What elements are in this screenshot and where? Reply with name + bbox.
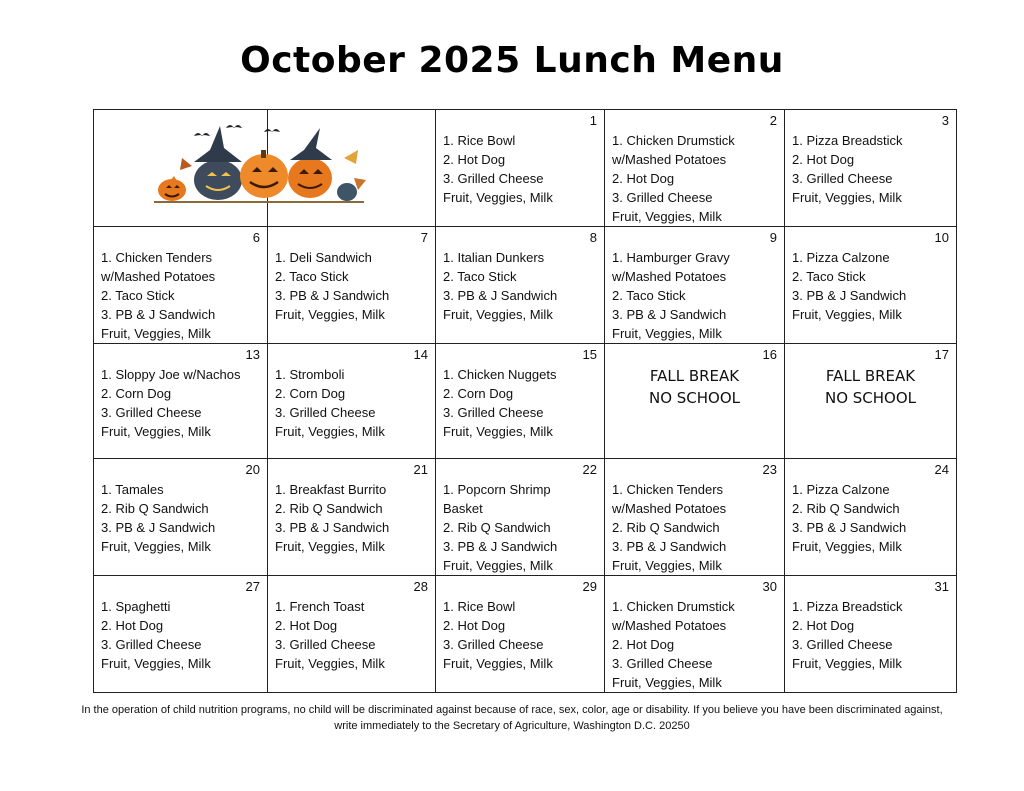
calendar-week-row bbox=[94, 459, 957, 576]
menu-item: 1. Pizza Breadstick bbox=[792, 599, 903, 614]
notice-line: NO SCHOOL bbox=[648, 389, 741, 407]
menu-item: w/Mashed Potatoes bbox=[101, 269, 216, 284]
calendar-day-cell bbox=[605, 110, 785, 227]
menu-item: 3. Grilled Cheese bbox=[612, 656, 713, 671]
day-number: 7 bbox=[420, 230, 428, 245]
menu-item: Fruit, Veggies, Milk bbox=[275, 656, 385, 671]
calendar-week-row bbox=[94, 344, 957, 459]
menu-items bbox=[605, 478, 784, 575]
menu-item: 1. Breakfast Burrito bbox=[275, 482, 387, 497]
day-number: 24 bbox=[934, 462, 949, 477]
day-number: 10 bbox=[934, 230, 949, 245]
notice-line: FALL BREAK bbox=[825, 367, 916, 385]
no-school-notice bbox=[785, 365, 956, 409]
menu-items bbox=[268, 478, 435, 556]
menu-item: 1. Chicken Nuggets bbox=[443, 367, 557, 382]
calendar-day-cell bbox=[436, 576, 605, 693]
decorative-art-cell bbox=[94, 110, 268, 227]
menu-item: 1. Pizza Breadstick bbox=[792, 133, 903, 148]
menu-item: 1. Sloppy Joe w/Nachos bbox=[101, 367, 241, 382]
menu-item: Fruit, Veggies, Milk bbox=[101, 539, 211, 554]
calendar-week-row bbox=[94, 110, 957, 227]
calendar-day-cell bbox=[268, 576, 436, 693]
menu-item: 2. Rib Q Sandwich bbox=[612, 520, 720, 535]
menu-items bbox=[436, 478, 604, 575]
menu-item: 2. Corn Dog bbox=[101, 386, 172, 401]
calendar-day-cell bbox=[268, 227, 436, 344]
menu-items bbox=[785, 246, 956, 324]
calendar-day-cell bbox=[436, 344, 605, 459]
menu-item: Fruit, Veggies, Milk bbox=[101, 656, 211, 671]
calendar-week-row bbox=[94, 227, 957, 344]
day-number: 9 bbox=[769, 230, 777, 245]
menu-item: 2. Hot Dog bbox=[612, 171, 675, 186]
calendar-day-cell bbox=[94, 227, 268, 344]
menu-item: 2. Taco Stick bbox=[612, 288, 686, 303]
menu-item: 1. French Toast bbox=[275, 599, 365, 614]
notice-line: FALL BREAK bbox=[649, 367, 740, 385]
menu-item: 1. Italian Dunkers bbox=[443, 250, 545, 265]
calendar-week-row bbox=[94, 576, 957, 693]
menu-item: 3. PB & J Sandwich bbox=[792, 288, 907, 303]
calendar-day-cell bbox=[605, 227, 785, 344]
menu-items bbox=[785, 595, 956, 673]
menu-item: 1. Chicken Drumstick bbox=[612, 599, 735, 614]
menu-item: 3. PB & J Sandwich bbox=[101, 307, 216, 322]
menu-item: 3. Grilled Cheese bbox=[443, 171, 544, 186]
menu-item: Fruit, Veggies, Milk bbox=[275, 307, 385, 322]
menu-item: 2. Hot Dog bbox=[275, 618, 338, 633]
day-number: 27 bbox=[245, 579, 260, 594]
calendar-day-cell bbox=[94, 344, 268, 459]
menu-item: 3. Grilled Cheese bbox=[792, 637, 893, 652]
menu-item: 1. Chicken Tenders bbox=[612, 482, 724, 497]
menu-item: Fruit, Veggies, Milk bbox=[275, 539, 385, 554]
menu-item: 2. Rib Q Sandwich bbox=[275, 501, 383, 516]
menu-item: 3. Grilled Cheese bbox=[443, 405, 544, 420]
page-title: October 2025 Lunch Menu bbox=[240, 40, 784, 81]
menu-item: 3. PB & J Sandwich bbox=[275, 520, 390, 535]
day-number: 29 bbox=[582, 579, 597, 594]
day-number: 23 bbox=[762, 462, 777, 477]
menu-item: Basket bbox=[443, 501, 483, 516]
menu-item: 1. Rice Bowl bbox=[443, 599, 516, 614]
menu-item: 2. Hot Dog bbox=[443, 618, 506, 633]
menu-item: 3. Grilled Cheese bbox=[792, 171, 893, 186]
menu-item: 1. Pizza Calzone bbox=[792, 250, 890, 265]
menu-items bbox=[268, 363, 435, 441]
menu-item: 2. Hot Dog bbox=[443, 152, 506, 167]
calendar-day-cell bbox=[785, 344, 957, 459]
day-number: 30 bbox=[762, 579, 777, 594]
menu-item: Fruit, Veggies, Milk bbox=[612, 558, 722, 573]
calendar-day-cell bbox=[436, 227, 605, 344]
menu-item: 3. Grilled Cheese bbox=[443, 637, 544, 652]
menu-item: w/Mashed Potatoes bbox=[612, 501, 727, 516]
calendar-day-cell bbox=[785, 227, 957, 344]
menu-item: 1. Stromboli bbox=[275, 367, 345, 382]
menu-item: 1. Rice Bowl bbox=[443, 133, 516, 148]
day-number: 14 bbox=[413, 347, 428, 362]
menu-item: 2. Taco Stick bbox=[792, 269, 866, 284]
day-number: 22 bbox=[582, 462, 597, 477]
day-number: 13 bbox=[245, 347, 260, 362]
day-number: 2 bbox=[769, 113, 777, 128]
notice-line: NO SCHOOL bbox=[824, 389, 917, 407]
menu-item: Fruit, Veggies, Milk bbox=[612, 675, 722, 690]
menu-item: 3. Grilled Cheese bbox=[275, 405, 376, 420]
menu-item: 3. PB & J Sandwich bbox=[612, 539, 727, 554]
day-number: 31 bbox=[934, 579, 949, 594]
menu-item: Fruit, Veggies, Milk bbox=[792, 656, 902, 671]
menu-item: 2. Hot Dog bbox=[612, 637, 675, 652]
menu-item: Fruit, Veggies, Milk bbox=[443, 190, 553, 205]
menu-item: 1. Chicken Tenders bbox=[101, 250, 213, 265]
menu-item: 2. Taco Stick bbox=[443, 269, 517, 284]
menu-item: Fruit, Veggies, Milk bbox=[612, 326, 722, 341]
day-number: 21 bbox=[413, 462, 428, 477]
menu-item: 3. PB & J Sandwich bbox=[792, 520, 907, 535]
menu-item: 2. Rib Q Sandwich bbox=[101, 501, 209, 516]
calendar-day-cell bbox=[785, 576, 957, 693]
menu-item: 1. Hamburger Gravy bbox=[612, 250, 730, 265]
menu-item: 2. Hot Dog bbox=[792, 152, 855, 167]
menu-item: 3. Grilled Cheese bbox=[101, 405, 202, 420]
menu-items bbox=[94, 478, 267, 556]
day-number: 20 bbox=[245, 462, 260, 477]
menu-item: Fruit, Veggies, Milk bbox=[443, 558, 553, 573]
menu-item: Fruit, Veggies, Milk bbox=[101, 326, 211, 341]
menu-items bbox=[785, 129, 956, 207]
menu-item: 2. Taco Stick bbox=[101, 288, 175, 303]
no-school-notice bbox=[605, 365, 784, 409]
day-number: 6 bbox=[252, 230, 260, 245]
menu-items bbox=[268, 595, 435, 673]
menu-item: Fruit, Veggies, Milk bbox=[101, 424, 211, 439]
menu-item: Fruit, Veggies, Milk bbox=[792, 190, 902, 205]
menu-item: Fruit, Veggies, Milk bbox=[275, 424, 385, 439]
calendar-day-cell bbox=[268, 459, 436, 576]
menu-items bbox=[436, 129, 604, 207]
menu-item: 2. Taco Stick bbox=[275, 269, 349, 284]
empty-cell bbox=[268, 110, 436, 227]
menu-items bbox=[785, 478, 956, 556]
calendar-day-cell bbox=[605, 459, 785, 576]
menu-items bbox=[268, 246, 435, 324]
nondiscrimination-statement: In the operation of child nutrition programs, no child will be discriminated against because of race, sex, color, age or disability. If you believe you have been discriminated against, write immediately to the Secretary of Agriculture, Washington D.C. 20250 bbox=[81, 704, 943, 732]
menu-item: 1. Tamales bbox=[101, 482, 164, 497]
menu-item: Fruit, Veggies, Milk bbox=[443, 656, 553, 671]
menu-item: 1. Popcorn Shrimp bbox=[443, 482, 551, 497]
calendar-day-cell bbox=[785, 110, 957, 227]
menu-items bbox=[605, 595, 784, 692]
calendar-grid bbox=[93, 109, 957, 693]
calendar-day-cell bbox=[785, 459, 957, 576]
menu-item: 3. PB & J Sandwich bbox=[275, 288, 390, 303]
menu-item: Fruit, Veggies, Milk bbox=[443, 424, 553, 439]
menu-item: 2. Hot Dog bbox=[101, 618, 164, 633]
menu-items bbox=[94, 595, 267, 673]
day-number: 8 bbox=[589, 230, 597, 245]
menu-item: 1. Pizza Calzone bbox=[792, 482, 890, 497]
menu-item: 3. Grilled Cheese bbox=[275, 637, 376, 652]
menu-items bbox=[436, 595, 604, 673]
calendar-day-cell bbox=[436, 110, 605, 227]
menu-items bbox=[94, 363, 267, 441]
menu-item: w/Mashed Potatoes bbox=[612, 269, 727, 284]
menu-item: 2. Corn Dog bbox=[443, 386, 514, 401]
day-number: 17 bbox=[934, 347, 949, 362]
menu-item: 3. PB & J Sandwich bbox=[443, 539, 558, 554]
day-number: 16 bbox=[762, 347, 777, 362]
calendar-day-cell bbox=[605, 576, 785, 693]
menu-item: Fruit, Veggies, Milk bbox=[792, 539, 902, 554]
menu-items bbox=[436, 363, 604, 441]
menu-item: 1. Chicken Drumstick bbox=[612, 133, 735, 148]
calendar-day-cell bbox=[268, 344, 436, 459]
menu-items bbox=[436, 246, 604, 324]
calendar-day-cell bbox=[605, 344, 785, 459]
menu-item: w/Mashed Potatoes bbox=[612, 152, 727, 167]
calendar-day-cell bbox=[94, 459, 268, 576]
menu-items bbox=[605, 129, 784, 226]
menu-item: Fruit, Veggies, Milk bbox=[792, 307, 902, 322]
menu-item: 1. Spaghetti bbox=[101, 599, 171, 614]
menu-item: 3. PB & J Sandwich bbox=[101, 520, 216, 535]
day-number: 3 bbox=[941, 113, 949, 128]
menu-item: 3. Grilled Cheese bbox=[101, 637, 202, 652]
menu-item: 1. Deli Sandwich bbox=[275, 250, 372, 265]
menu-item: 3. Grilled Cheese bbox=[612, 190, 713, 205]
menu-items bbox=[605, 246, 784, 343]
menu-item: 2. Rib Q Sandwich bbox=[792, 501, 900, 516]
menu-items bbox=[94, 246, 267, 343]
menu-item: Fruit, Veggies, Milk bbox=[612, 209, 722, 224]
menu-item: 2. Rib Q Sandwich bbox=[443, 520, 551, 535]
calendar-day-cell bbox=[94, 576, 268, 693]
day-number: 28 bbox=[413, 579, 428, 594]
calendar-day-cell bbox=[436, 459, 605, 576]
menu-item: 3. PB & J Sandwich bbox=[612, 307, 727, 322]
menu-item: 3. PB & J Sandwich bbox=[443, 288, 558, 303]
day-number: 1 bbox=[589, 113, 597, 128]
menu-item: 2. Hot Dog bbox=[792, 618, 855, 633]
day-number: 15 bbox=[582, 347, 597, 362]
menu-item: w/Mashed Potatoes bbox=[612, 618, 727, 633]
menu-item: Fruit, Veggies, Milk bbox=[443, 307, 553, 322]
menu-item: 2. Corn Dog bbox=[275, 386, 346, 401]
